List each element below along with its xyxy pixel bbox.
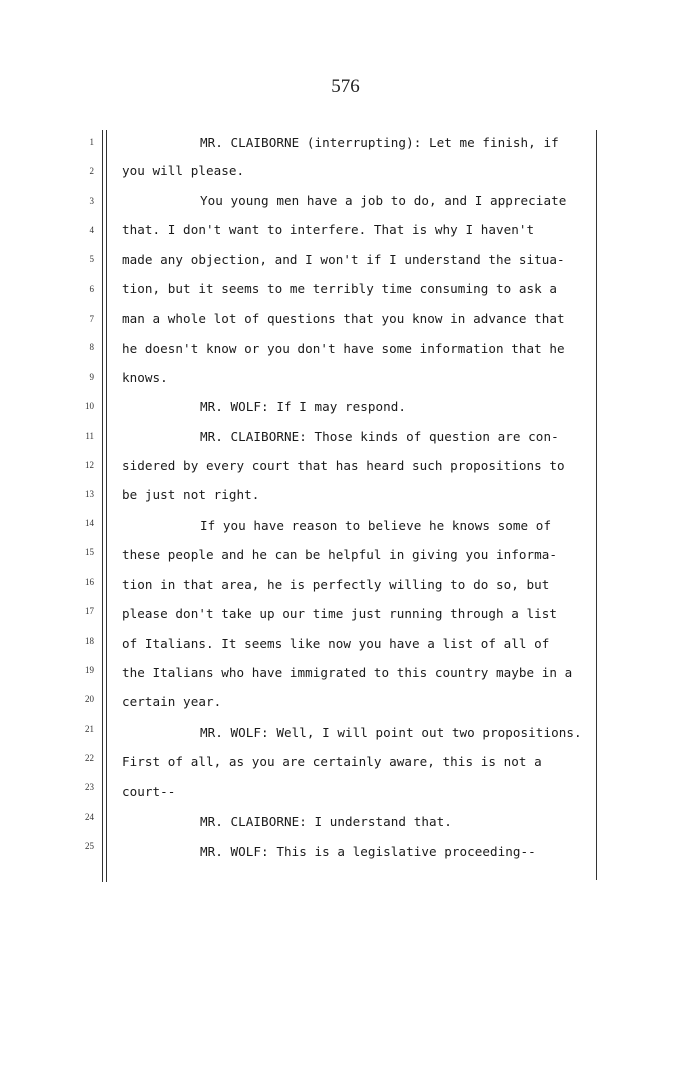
line-number: 25 — [85, 841, 94, 851]
transcript-line: court-- — [122, 784, 176, 799]
line-number: 21 — [85, 724, 94, 734]
line-number: 20 — [85, 694, 94, 704]
transcript-line: these people and he can be helpful in giving you informa- — [122, 547, 558, 562]
transcript-line: MR. CLAIBORNE: I understand that. — [200, 814, 452, 829]
line-number: 10 — [85, 401, 94, 411]
line-number: 2 — [89, 166, 94, 176]
line-number: 13 — [85, 489, 94, 499]
transcript-line: the Italians who have immigrated to this country maybe in a — [122, 665, 573, 680]
left-margin-rule — [102, 130, 103, 882]
line-number: 15 — [85, 547, 94, 557]
line-number: 3 — [89, 196, 94, 206]
line-number: 17 — [85, 606, 94, 616]
line-number: 24 — [85, 812, 94, 822]
transcript-line: sidered by every court that has heard such propositions to — [122, 458, 565, 473]
transcript-line: you will please. — [122, 163, 245, 178]
line-number: 16 — [85, 577, 94, 587]
transcript-line: knows. — [122, 370, 168, 385]
line-number: 11 — [85, 431, 94, 441]
transcript-line: You young men have a job to do, and I appreciate — [200, 193, 567, 208]
line-number: 12 — [85, 460, 94, 470]
transcript-line: tion in that area, he is perfectly willing to do so, but — [122, 577, 550, 592]
transcript-line: MR. WOLF: This is a legislative proceeding-- — [200, 844, 536, 859]
transcript-line: MR. CLAIBORNE: Those kinds of question are con- — [200, 429, 559, 444]
line-number: 19 — [85, 665, 94, 675]
transcript-line: please don't take up our time just running through a list — [122, 606, 558, 621]
page-number: 576 — [331, 76, 360, 97]
line-number: 1 — [89, 137, 94, 147]
line-number: 7 — [89, 314, 94, 324]
transcript-line: of Italians. It seems like now you have a list of all of — [122, 636, 550, 651]
transcript-line: made any objection, and I won't if I understand the situa- — [122, 252, 565, 267]
line-number: 18 — [85, 636, 94, 646]
line-number: 22 — [85, 753, 94, 763]
transcript-line: MR. WOLF: Well, I will point out two propositions. — [200, 725, 582, 740]
transcript-line: If you have reason to believe he knows some of — [200, 518, 552, 533]
transcript-line: certain year. — [122, 694, 222, 709]
transcript-line: MR. CLAIBORNE (interrupting): Let me finish, if — [200, 135, 559, 150]
line-number: 14 — [85, 518, 94, 528]
line-number: 4 — [89, 225, 94, 235]
line-number: 9 — [89, 372, 94, 382]
right-margin-rule — [596, 130, 597, 880]
left-margin-rule-inner — [106, 130, 107, 882]
transcript-line: that. I don't want to interfere. That is why I haven't — [122, 222, 535, 237]
transcript-line: man a whole lot of questions that you know in advance that — [122, 311, 565, 326]
line-number: 8 — [89, 342, 94, 352]
line-number: 5 — [89, 254, 94, 264]
line-number: 23 — [85, 782, 94, 792]
transcript-line: First of all, as you are certainly aware, this is not a — [122, 754, 542, 769]
transcript-line: MR. WOLF: If I may respond. — [200, 399, 407, 414]
transcript-line: be just not right. — [122, 487, 260, 502]
transcript-line: tion, but it seems to me terribly time consuming to ask a — [122, 281, 558, 296]
line-number: 6 — [89, 284, 94, 294]
transcript-line: he doesn't know or you don't have some information that he — [122, 341, 565, 356]
